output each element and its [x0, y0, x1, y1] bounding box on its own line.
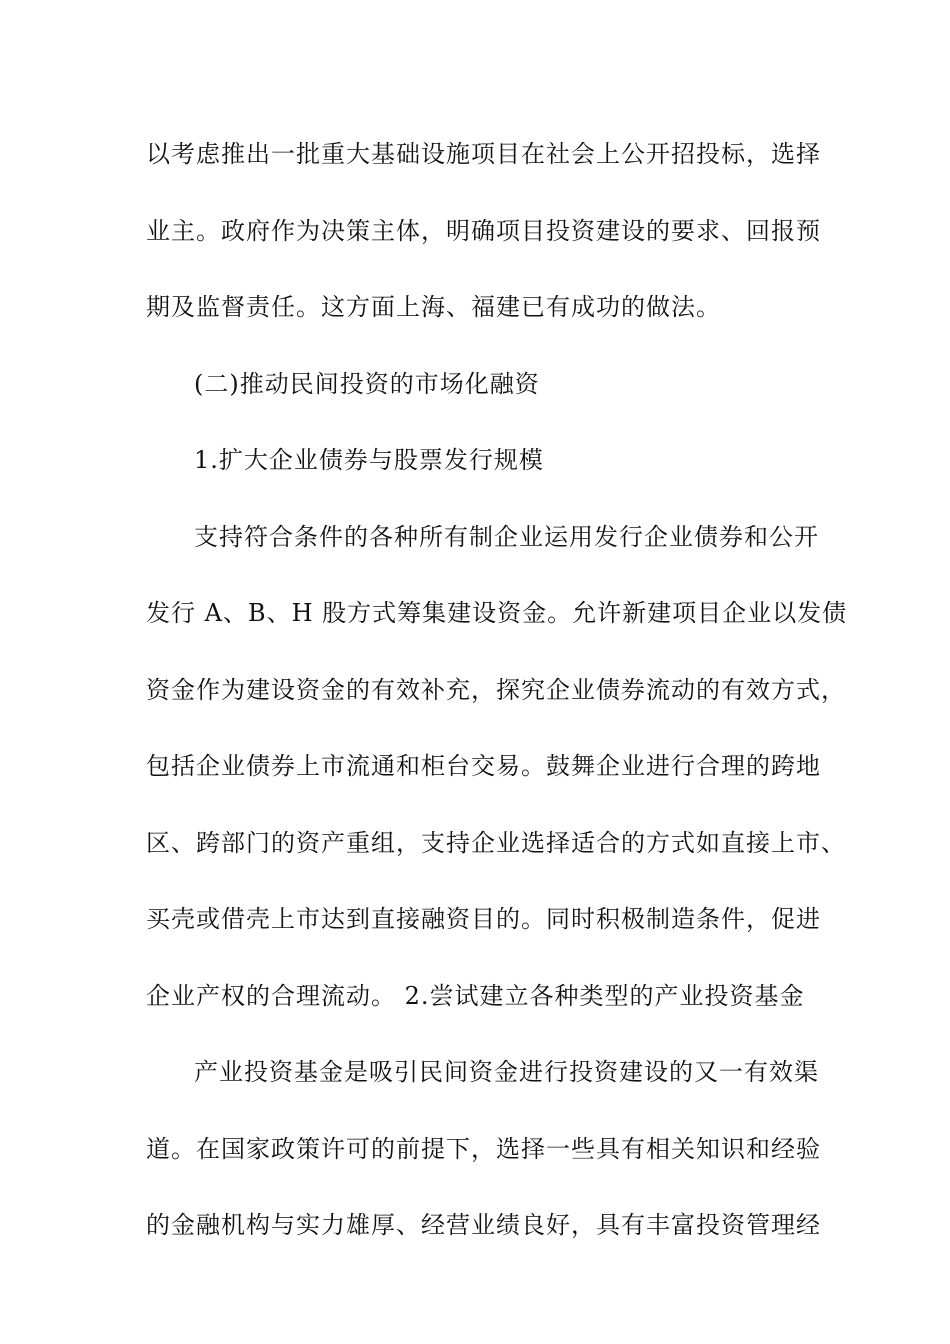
paragraph-line: 资金作为建设资金的有效补充，探究企业债券流动的有效方式， [146, 675, 846, 704]
paragraph-line: 买壳或借壳上市达到直接融资目的。同时积极制造条件，促进 [146, 905, 821, 933]
paragraph-line: 业主。政府作为决策主体，明确项目投资建设的要求、回报预 [146, 216, 821, 245]
subsection-heading: 1.扩大企业债券与股票发行规模 [194, 446, 544, 474]
paragraph-line: 以考虑推出一批重大基础设施项目在社会上公开招投标，选择 [146, 140, 821, 168]
paragraph-line: 支持符合条件的各种所有制企业运用发行企业债券和公开 [194, 522, 819, 551]
section-heading: (二)推动民间投资的市场化融资 [194, 369, 540, 398]
paragraph-line: 区、跨部门的资产重组，支持企业选择适合的方式如直接上市、 [146, 828, 846, 857]
paragraph-line: 期及监督责任。这方面上海、福建已有成功的做法。 [146, 293, 721, 321]
paragraph-line: 道。在国家政策许可的前提下，选择一些具有相关知识和经验 [146, 1134, 821, 1163]
paragraph-line: 产业投资基金是吸引民间资金进行投资建设的又一有效渠 [194, 1058, 819, 1086]
paragraph-line: 企业产权的合理流动。 2.尝试建立各种类型的产业投资基金 [146, 981, 805, 1010]
document-body [146, 132, 848, 1280]
paragraph-line: 的金融机构与实力雄厚、经营业绩良好，具有丰富投资管理经 [146, 1211, 821, 1239]
paragraph-line: 包括企业债券上市流通和柜台交易。鼓舞企业进行合理的跨地 [146, 752, 821, 780]
paragraph-line: 发行 A、B、H 股方式筹集建设资金。允许新建项目企业以发债 [146, 599, 848, 627]
